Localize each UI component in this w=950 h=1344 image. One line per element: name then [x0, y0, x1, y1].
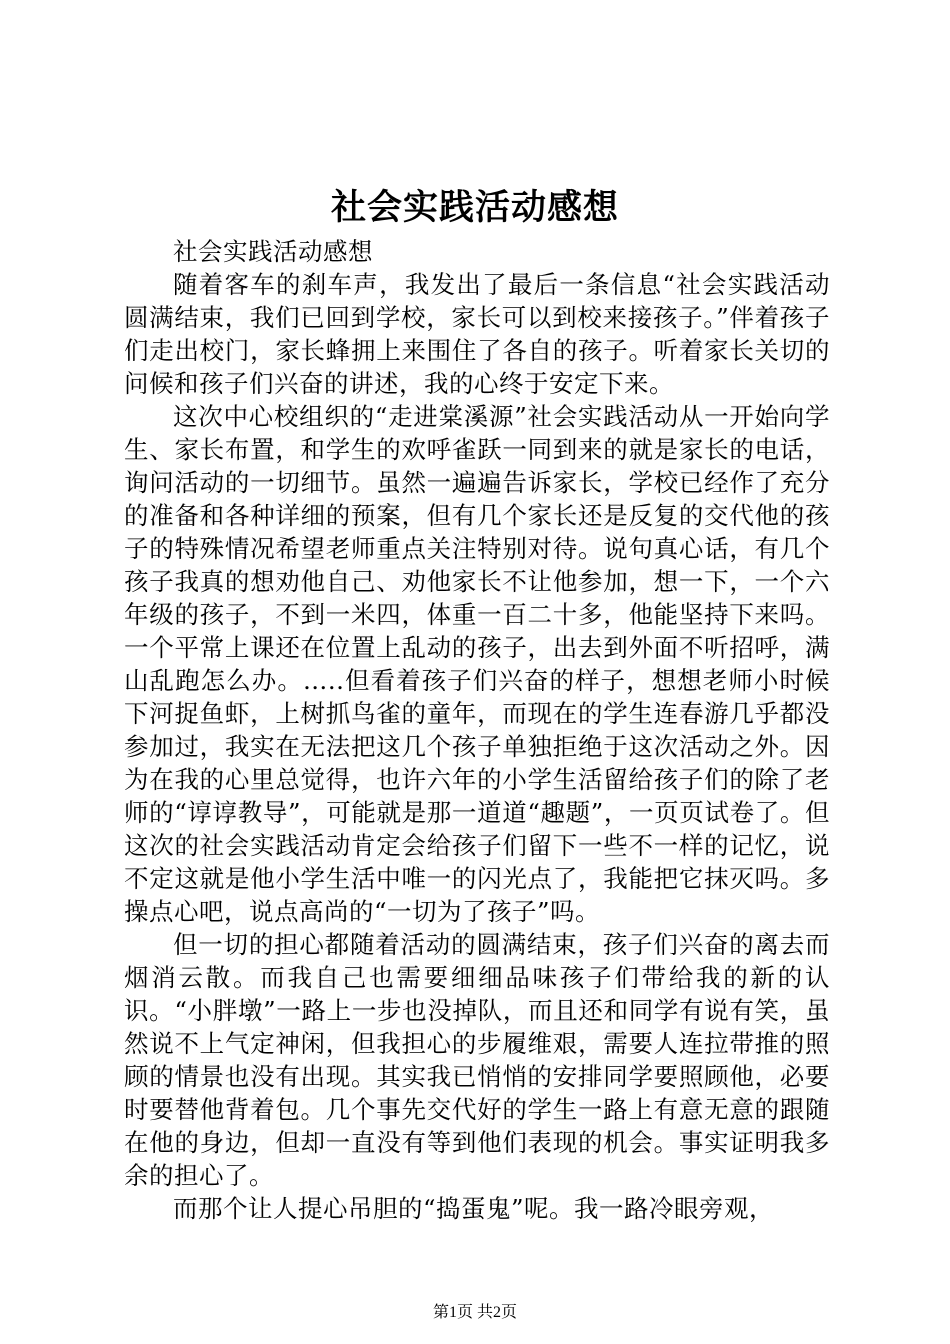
- paragraph-subtitle: 社会实践活动感想: [173, 237, 373, 266]
- paragraph: 随着客车的刹车声，我发出了最后一条信息“社会实践活动圆满结束，我们已回到学校，家长可以到校来接孩子。”伴着孩子们走出校门，家长蜂拥上来围住了各自的孩子。听着家长关切的问候和孩子们兴奋的讲述，我的心终于安定下来。: [124, 270, 830, 398]
- document-title: 社会实践活动感想: [330, 187, 619, 228]
- paragraph: 这次中心校组织的“走进棠溪源”社会实践活动从一开始向学生、家长布置，和学生的欢呼雀跃一同到来的就是家长的电话，询问活动的一切细节。虽然一遍遍告诉家长，学校已经作了充分的准备和各种详细的预案，但有几个家长还是反复的交代他的孩子的特殊情况希望老师重点关注特别对待。说句真心话，有几个孩子我真的想劝他自己、劝他家长不让他参加，想一下，一个六年级的孩子，不到一米四，体重一百二十多，他能坚持下来吗。一个平常上课还在位置上乱动的孩子，出去到外面不听招呼，满山乱跑怎么办。…..但看着孩子们兴奋的样子，想想老师小时候下河捉鱼虾，上树抓鸟雀的童年，而现在的学生连春游几乎都没参加过，我实在无法把这几个孩子单独拒绝于这次活动之外。因为在我的心里总觉得，也许六年的小学生活留给孩子们的除了老师的“谆谆教导”，可能就是那一道道“趣题”，一页页试卷了。但这次的社会实践活动肯定会给孩子们留下一些不一样的记忆，说不定这就是他小学生活中唯一的闪光点了，我能把它抹灭吗。多操点心吧，说点高尚的“一切为了孩子”吗。: [124, 402, 830, 926]
- paragraph: 但一切的担心都随着活动的圆满结束，孩子们兴奋的离去而烟消云散。而我自己也需要细细品味孩子们带给我的新的认识。“小胖墩”一路上一步也没掉队，而且还和同学有说有笑，虽然说不上气定神闲，但我担心的步履维艰，需要人连拉带推的照顾的情景也没有出现。其实我已悄悄的安排同学要照顾他，必要时要替他背着包。几个事先交代好的学生一路上有意无意的跟随在他的身边，但却一直没有等到他们表现的机会。事实证明我多余的担心了。: [124, 930, 830, 1190]
- paragraph: 而那个让人提心吊胆的“捣蛋鬼”呢。我一路冷眼旁观，: [173, 1194, 775, 1223]
- page-number-footer: 第1页 共2页: [432, 1304, 517, 1321]
- document-body: [124, 235, 830, 1225]
